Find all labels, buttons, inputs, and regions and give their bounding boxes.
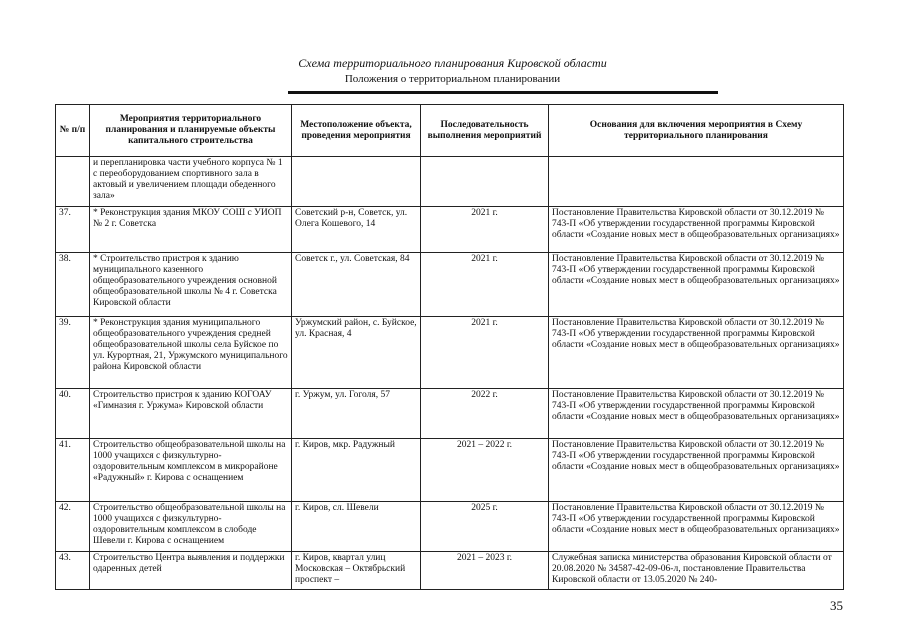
column-header-basis: Основания для включения мероприятия в Схему территориального планирования (549, 105, 844, 157)
row-activity: Строительство общеобразовательной школы на 1000 учащихся с физкультурно-оздоровительным комплексом в слободе Шевели г. Кирова с оснащением (90, 502, 292, 552)
row-location: г. Киров, мкр. Радужный (292, 439, 421, 502)
row-basis: Служебная записка министерства образования Кировской области от 20.08.2020 № 34587-42-09-06-л, постановление Правительства Кировской области от 13.05.2020 № 240- (549, 552, 844, 590)
row-location: г. Киров, сл. Шевели (292, 502, 421, 552)
row-activity: Строительство общеобразовательной школы на 1000 учащихся с физкультурно-оздоровительным комплексом в микрорайоне «Радужный» г. Кирова с оснащением (90, 439, 292, 502)
row-number: 39. (56, 317, 90, 389)
table-row (56, 439, 844, 502)
row-number: 41. (56, 439, 90, 502)
row-basis: Постановление Правительства Кировской области от 30.12.2019 № 743-П «Об утверждении государственной программы Кировской области «Создание новых мест в общеобразовательных организациях» (549, 439, 844, 502)
row-activity: Строительство Центра выявления и поддержки одаренных детей (90, 552, 292, 590)
row-location: г. Киров, квартал улиц Московская – Октябрьский проспект – (292, 552, 421, 590)
row-sequence: 2021 – 2023 г. (421, 552, 549, 590)
row-activity: * Строительство пристроя к зданию муниципального казенного общеобразовательного учреждения основной общеобразовательной школы № 4 г. Советска Кировской области (90, 253, 292, 317)
row-location: Уржумский район, с. Буйское, ул. Красная, 4 (292, 317, 421, 389)
row-sequence: 2025 г. (421, 502, 549, 552)
row-location: Советский р-н, Советск, ул. Олега Кошевого, 14 (292, 207, 421, 253)
row-activity: * Реконструкция здания муниципального общеобразовательного учреждения средней общеобразовательной школы села Буйское по ул. Курортная, 21, Уржумского муниципального района Кировской области (90, 317, 292, 389)
row-sequence: 2021 г. (421, 253, 549, 317)
row-basis: Постановление Правительства Кировской области от 30.12.2019 № 743-П «Об утверждении государственной программы Кировской области «Создание новых мест в общеобразовательных организациях» (549, 207, 844, 253)
column-header-location: Местоположение объекта, проведения мероприятия (292, 105, 421, 157)
row-activity: и перепланировка части учебного корпуса № 1 с переоборудованием спортивного зала в актовый и увеличением площади обеденного зала» (90, 157, 292, 207)
row-sequence: 2021 г. (421, 317, 549, 389)
document-subtitle: Положения о территориальном планировании (344, 73, 561, 85)
row-location (292, 157, 421, 207)
table-row (56, 157, 844, 207)
row-number: 42. (56, 502, 90, 552)
table-row (56, 253, 844, 317)
row-activity: Строительство пристроя к зданию КОГОАУ «Гимназия г. Уржума» Кировской области (90, 389, 292, 439)
table-header-row (56, 105, 844, 157)
row-number: 37. (56, 207, 90, 253)
territorial-planning-table (55, 104, 844, 590)
row-basis: Постановление Правительства Кировской области от 30.12.2019 № 743-П «Об утверждении государственной программы Кировской области «Создание новых мест в общеобразовательных организациях» (549, 253, 844, 317)
row-basis: Постановление Правительства Кировской области от 30.12.2019 № 743-П «Об утверждении государственной программы Кировской области «Создание новых мест в общеобразовательных организациях» (549, 389, 844, 439)
row-number: 40. (56, 389, 90, 439)
row-location: Советск г., ул. Советская, 84 (292, 253, 421, 317)
column-header-number: № п/п (56, 105, 90, 157)
row-basis: Постановление Правительства Кировской области от 30.12.2019 № 743-П «Об утверждении государственной программы Кировской области «Создание новых мест в общеобразовательных организациях» (549, 502, 844, 552)
header-rule (288, 91, 718, 94)
row-basis (549, 157, 844, 207)
table-row (56, 317, 844, 389)
row-number: 43. (56, 552, 90, 590)
table-row (56, 502, 844, 552)
table-row (56, 207, 844, 253)
row-sequence: 2022 г. (421, 389, 549, 439)
column-header-activity: Мероприятия территориального планирования и планируемые объекты капитального строительства (90, 105, 292, 157)
row-number: 38. (56, 253, 90, 317)
row-sequence: 2021 – 2022 г. (421, 439, 549, 502)
row-basis: Постановление Правительства Кировской области от 30.12.2019 № 743-П «Об утверждении государственной программы Кировской области «Создание новых мест в общеобразовательных организациях» (549, 317, 844, 389)
page-number: 35 (830, 598, 843, 613)
column-header-sequence: Последовательность выполнения мероприятий (421, 105, 549, 157)
row-sequence: 2021 г. (421, 207, 549, 253)
table-row (56, 552, 844, 590)
row-number (56, 157, 90, 207)
document-title: Схема территориального планирования Кировской области (298, 56, 607, 70)
row-activity: * Реконструкция здания МКОУ СОШ с УИОП № 2 г. Советска (90, 207, 292, 253)
table-row (56, 389, 844, 439)
row-location: г. Уржум, ул. Гоголя, 57 (292, 389, 421, 439)
row-sequence (421, 157, 549, 207)
